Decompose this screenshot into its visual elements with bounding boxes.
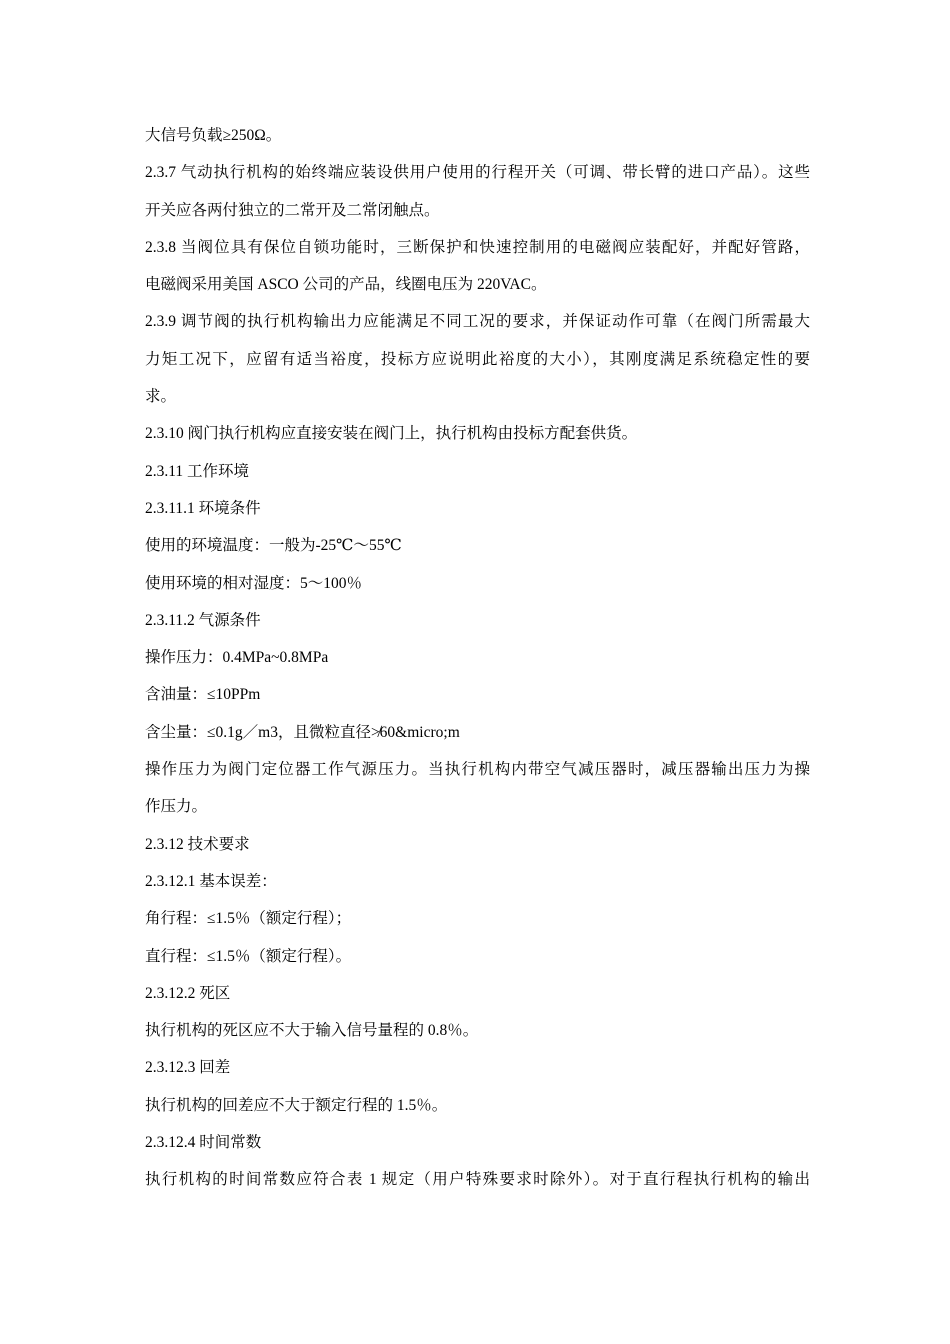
text-line: 角行程：≤1.5％（额定行程）； xyxy=(145,910,352,928)
text-line: 求。 xyxy=(145,388,177,406)
text-line: 执行机构的回差应不大于额定行程的 1.5％。 xyxy=(145,1096,448,1114)
text-line: 含尘量：≤0.1g／m3，且微粒直径≯60&micro;m xyxy=(145,723,460,741)
text-line: 含油量：≤10PPm xyxy=(145,686,261,704)
text-line: 使用的环境温度：一般为-25℃～55℃ xyxy=(145,537,402,555)
section-heading: 2.3.11 工作环境 xyxy=(145,462,250,480)
section-heading: 2.3.12.2 死区 xyxy=(145,984,231,1002)
section-heading: 2.3.12 技术要求 xyxy=(145,835,250,853)
text-line: 2.3.7 气动执行机构的始终端应装设供用户使用的行程开关（可调、带长臂的进口产品）。这些 xyxy=(145,164,810,182)
section-heading: 2.3.11.1 环境条件 xyxy=(145,499,261,517)
text-line: 开关应各两付独立的二常开及二常闭触点。 xyxy=(145,201,440,219)
text-line: 执行机构的时间常数应符合表 1 规定（用户特殊要求时除外）。对于直行程执行机构的输出 xyxy=(145,1171,810,1189)
text-line: 2.3.10 阀门执行机构应直接安装在阀门上，执行机构由投标方配套供货。 xyxy=(145,425,638,443)
text-line: 执行机构的死区应不大于输入信号量程的 0.8％。 xyxy=(145,1022,479,1040)
section-heading: 2.3.12.3 回差 xyxy=(145,1059,231,1077)
text-line: 电磁阀采用美国 ASCO 公司的产品，线圈电压为 220VAC。 xyxy=(145,276,547,294)
text-line: 力矩工况下，应留有适当裕度，投标方应说明此裕度的大小），其刚度满足系统稳定性的要 xyxy=(145,350,810,368)
section-heading: 2.3.11.2 气源条件 xyxy=(145,611,261,629)
text-line: 大信号负载≥250Ω。 xyxy=(145,127,282,144)
text-line: 2.3.9 调节阀的执行机构输出力应能满足不同工况的要求，并保证动作可靠（在阀门所需最大 xyxy=(145,313,810,331)
section-heading: 2.3.12.1 基本误差： xyxy=(145,872,277,890)
text-line: 操作压力：0.4MPa~0.8MPa xyxy=(145,649,329,667)
text-line: 直行程：≤1.5％（额定行程）。 xyxy=(145,947,352,965)
text-line: 作压力。 xyxy=(145,798,208,816)
document-body xyxy=(145,117,810,1199)
text-line: 操作压力为阀门定位器工作气源压力。当执行机构内带空气减压器时，减压器输出压力为操 xyxy=(145,761,810,779)
text-line: 2.3.8 当阀位具有保位自锁功能时，三断保护和快速控制用的电磁阀应装配好，并配好管路， xyxy=(145,238,810,256)
text-line: 使用环境的相对湿度：5～100％ xyxy=(145,574,363,592)
section-heading: 2.3.12.4 时间常数 xyxy=(145,1134,262,1152)
